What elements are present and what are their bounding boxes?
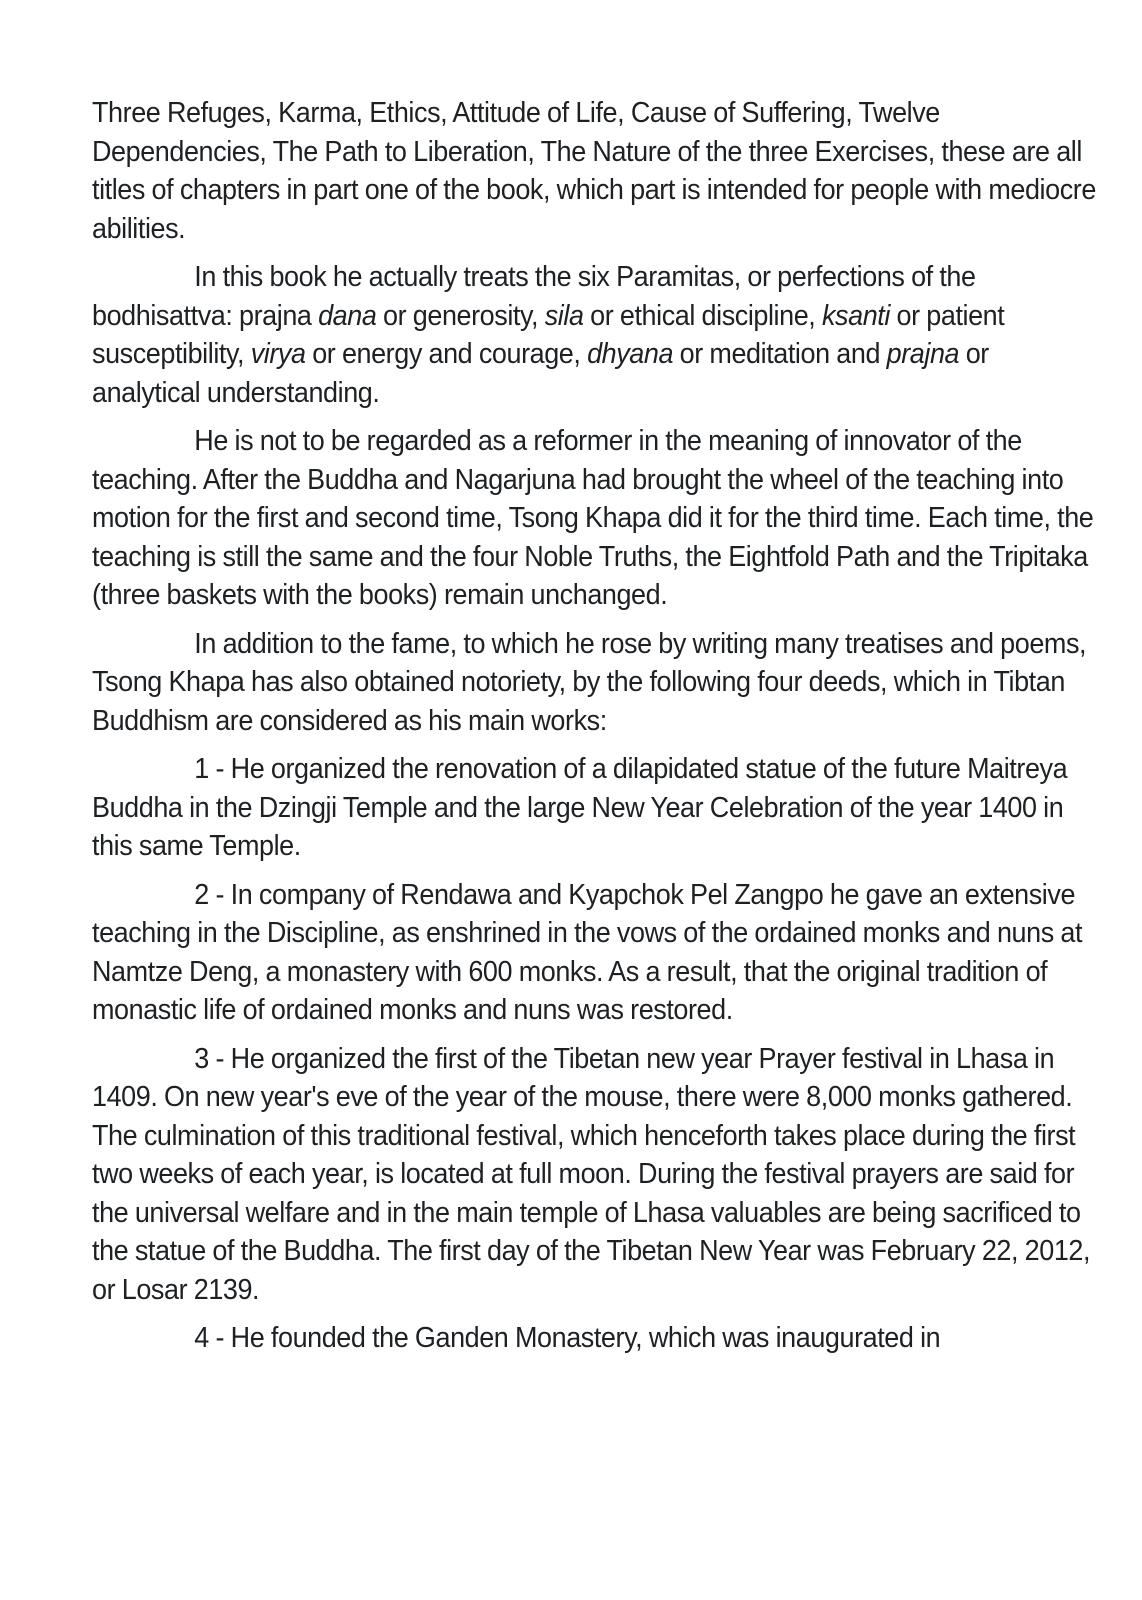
document-page — [92, 94, 1096, 1368]
paramitas-text-5: or energy and courage, — [305, 338, 588, 370]
paragraph-deed-1: 1 - He organized the renovation of a dilapidated statue of the future Maitreya Buddha in the Dzingji Temple and the large New Year Celebration of the year 1400 in this same Temple. — [92, 753, 1068, 862]
paramitas-text-3: or ethical discipline, — [583, 299, 822, 332]
paramitas-text-6: or meditation and — [673, 338, 887, 370]
paragraph-deed-2: 2 - In company of Rendawa and Kyapchok Pel Zangpo he gave an extensive teaching in the Discipline, as enshrined in the vows of the ordained monks and nuns at Namtze Deng, a monastery with 600 monks. As a result, that the original tradition of monastic life of ordained monks and nuns was restored. — [92, 878, 1083, 1026]
term-prajna: prajna — [886, 338, 960, 370]
paragraph-reformer: He is not to be regarded as a reformer in the meaning of innovator of the teaching. After the Buddha and Nagarjuna had brought the wheel of the teaching into motion for the first and second time, Tsong Khapa did it for the third time. Each time, the teaching is still the same and the four Noble Truths, the Eightfold Path and the Tripitaka (three baskets with the books) remain unchanged. — [92, 425, 1094, 611]
term-sila: sila — [544, 299, 584, 332]
term-ksanti: ksanti — [821, 299, 890, 332]
paragraph-four-deeds-intro: In addition to the fame, to which he rose by writing many treatises and poems, Tsong Khapa has also obtained notoriety, by the following four deeds, which in Tibtan Buddhism are considered as his main works: — [92, 627, 1087, 737]
paramitas-text-2: or generosity, — [376, 299, 545, 332]
paramitas-text-7: or analytical understanding. — [92, 338, 989, 409]
paragraph-chapter-titles: Three Refuges, Karma, Ethics, Attitude of Life, Cause of Suffering, Twelve Dependencies, The Path to Liberation, The Nature of the three Exercises, these are all titles of chapters in part one of the book, which part is intended for people with mediocre abilities. — [92, 97, 1096, 245]
term-virya: virya — [250, 338, 306, 370]
term-dhyana: dhyana — [587, 338, 674, 370]
paragraph-paramitas — [92, 258, 1096, 412]
paragraph-deed-3: 3 - He organized the first of the Tibetan new year Prayer festival in Lhasa in 1409. On new year's eve of the year of the mouse, there were 8,000 monks gathered. The culmination of this traditional festival, which henceforth takes place during the first two weeks of each year, is located at full moon. During the festival prayers are said for the universal welfare and in the main temple of Lhasa valuables are being sacrificed to the statue of the Buddha. The first day of the Tibetan New Year was February 22, 2012, or Losar 2139. — [92, 1042, 1091, 1306]
paragraph-deed-4: 4 - He founded the Ganden Monastery, which was inaugurated in — [194, 1322, 941, 1354]
paramitas-text-4: or patient susceptibility, — [92, 299, 1005, 370]
paramitas-text-1: In this book he actually treats the six Paramitas, or perfections of the bodhisattva: prajna — [92, 261, 976, 332]
term-dana: dana — [318, 299, 377, 332]
